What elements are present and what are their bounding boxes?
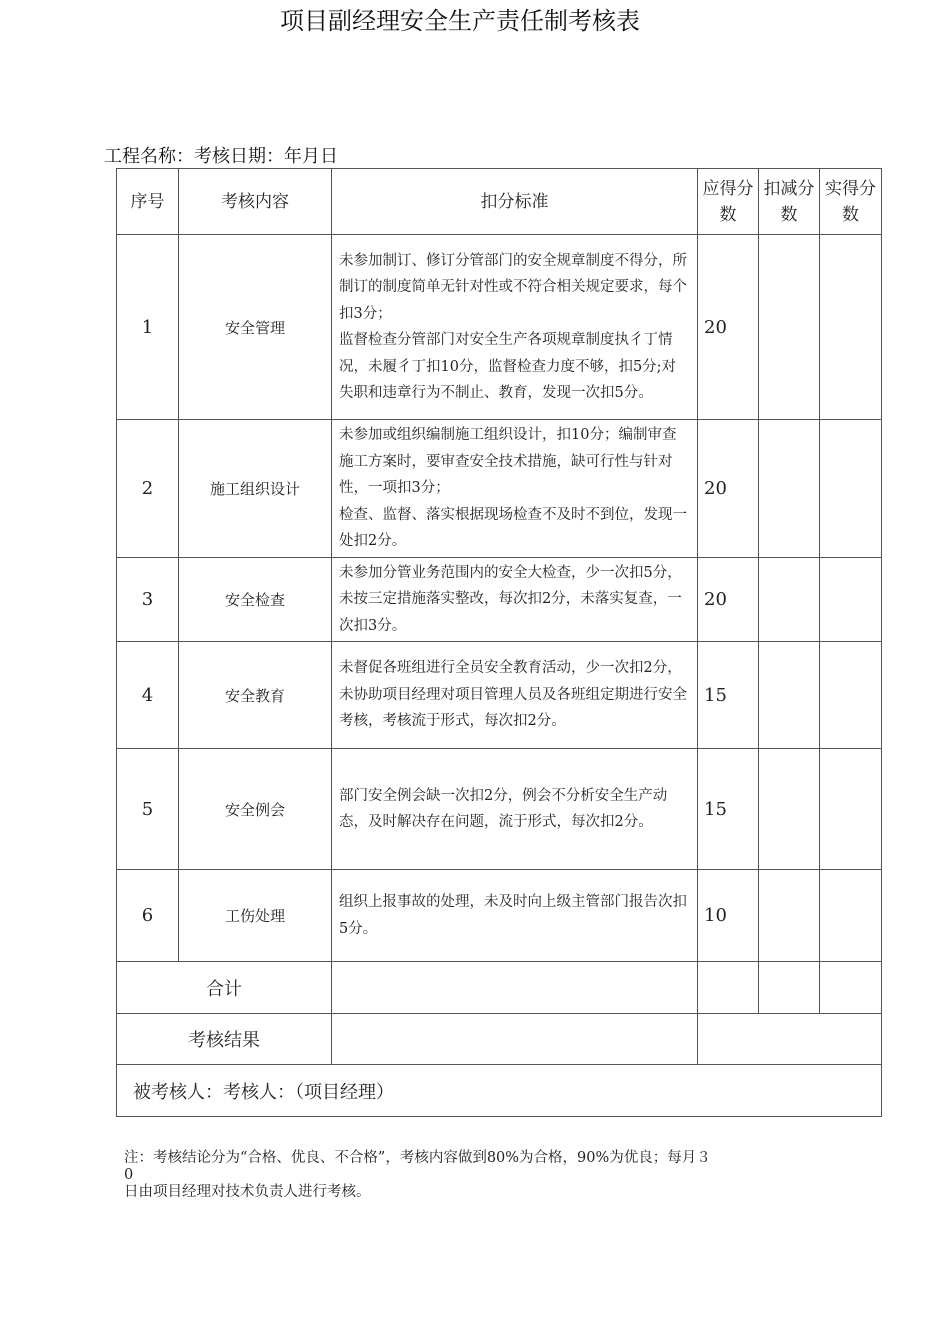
row-index: 3: [117, 557, 179, 642]
row-actual-cell[interactable]: [820, 749, 882, 870]
row-content: 安全管理: [179, 235, 332, 420]
table-row: [117, 642, 882, 749]
standard-paragraph: 未督促各班组进行全员安全教育活动，少一次扣2分，未协助项目经理对项目管理人员及各班组定期进行安全考核，考核流于形式，每次扣2分。: [339, 660, 687, 730]
row-deduct-cell[interactable]: [759, 870, 820, 962]
row-actual-cell[interactable]: [820, 420, 882, 558]
signature-line: 被考核人：考核人：（项目经理）: [117, 1065, 882, 1117]
signature-row: [117, 1065, 882, 1117]
row-index: 4: [117, 642, 179, 749]
row-deduct-cell[interactable]: [759, 235, 820, 420]
row-actual-cell[interactable]: [820, 235, 882, 420]
row-standard: [332, 420, 698, 558]
row-due-score: 20: [698, 557, 759, 642]
result-extra-cell[interactable]: [698, 1014, 882, 1065]
table-row: [117, 557, 882, 642]
standard-paragraph: 未参加制订、修订分管部门的安全规章制度不得分，所制订的制度简单无针对性或不符合相关规定要求，每个扣3分；: [339, 252, 687, 322]
table-row: [117, 749, 882, 870]
result-row: [117, 1014, 882, 1065]
row-content: 安全教育: [179, 642, 332, 749]
total-due-cell[interactable]: [698, 962, 759, 1014]
row-deduct-cell[interactable]: [759, 749, 820, 870]
row-index: 1: [117, 235, 179, 420]
row-actual-cell[interactable]: [820, 557, 882, 642]
footnote: [124, 1150, 824, 1201]
header-row: [117, 169, 882, 235]
footnote-line: 0: [124, 1167, 134, 1183]
header-content: 考核内容: [179, 169, 332, 235]
standard-paragraph: 未参加分管业务范围内的安全大检查，少一次扣5分，未按三定措施落实整改，每次扣2分，未落实复查，一次扣3分。: [339, 564, 682, 634]
row-actual-cell[interactable]: [820, 642, 882, 749]
row-standard: [332, 749, 698, 870]
footnote-line: 日由项目经理对技术负责人进行考核。: [124, 1184, 371, 1200]
row-deduct-cell[interactable]: [759, 642, 820, 749]
row-content: 施工组织设计: [179, 420, 332, 558]
row-index: 6: [117, 870, 179, 962]
row-due-score: 15: [698, 642, 759, 749]
total-standard-cell[interactable]: [332, 962, 698, 1014]
row-index: 2: [117, 420, 179, 558]
row-standard: [332, 557, 698, 642]
row-due-score: 15: [698, 749, 759, 870]
result-value-cell[interactable]: [332, 1014, 698, 1065]
standard-paragraph: 组织上报事故的处理，未及时向上级主管部门报告次扣5分。: [339, 894, 687, 937]
footnote-line: 注：考核结论分为“合格、优良、不合格”，考核内容做到80%为合格，90%为优良；每月３: [124, 1150, 711, 1166]
total-actual-cell[interactable]: [820, 962, 882, 1014]
total-deduct-cell[interactable]: [759, 962, 820, 1014]
page-title: 项目副经理安全生产责任制考核表: [280, 7, 640, 35]
row-standard: [332, 870, 698, 962]
table-row: [117, 235, 882, 420]
standard-paragraph: 部门安全例会缺一次扣2分，例会不分析安全生产动态，及时解决存在问题，流于形式，每次扣2分。: [339, 787, 668, 830]
row-content: 安全例会: [179, 749, 332, 870]
table-row: [117, 870, 882, 962]
standard-paragraph: 未参加或组织编制施工组织设计，扣10分；编制审查施工方案时，要审查安全技术措施，缺可行性与针对性，一项扣3分；: [339, 427, 677, 496]
row-actual-cell[interactable]: [820, 870, 882, 962]
row-index: 5: [117, 749, 179, 870]
header-actual-score: 实得分数: [820, 169, 882, 235]
total-label: 合计: [117, 962, 332, 1014]
row-due-score: 10: [698, 870, 759, 962]
assessment-table: [116, 168, 882, 1117]
header-index: 序号: [117, 169, 179, 235]
header-standard: 扣分标准: [332, 169, 698, 235]
row-due-score: 20: [698, 420, 759, 558]
row-standard: [332, 642, 698, 749]
row-deduct-cell[interactable]: [759, 420, 820, 558]
total-row: [117, 962, 882, 1014]
project-info-line: 工程名称：考核日期：年月日: [104, 146, 338, 167]
standard-paragraph: 监督检查分管部门对安全生产各项规章制度执彳丁情况，未履彳丁扣10分，监督检查力度不够，扣5分;对失职和违章行为不制止、教育，发现一次扣5分。: [339, 332, 677, 401]
row-standard: [332, 235, 698, 420]
row-content: 安全检查: [179, 557, 332, 642]
header-due-score: 应得分数: [698, 169, 759, 235]
row-deduct-cell[interactable]: [759, 557, 820, 642]
header-deduct-score: 扣减分数: [759, 169, 820, 235]
row-due-score: 20: [698, 235, 759, 420]
row-content: 工伤处理: [179, 870, 332, 962]
standard-paragraph: 检查、监督、落实根据现场检查不及时不到位，发现一处扣2分。: [339, 506, 687, 549]
result-label: 考核结果: [117, 1014, 332, 1065]
table-row: [117, 420, 882, 558]
